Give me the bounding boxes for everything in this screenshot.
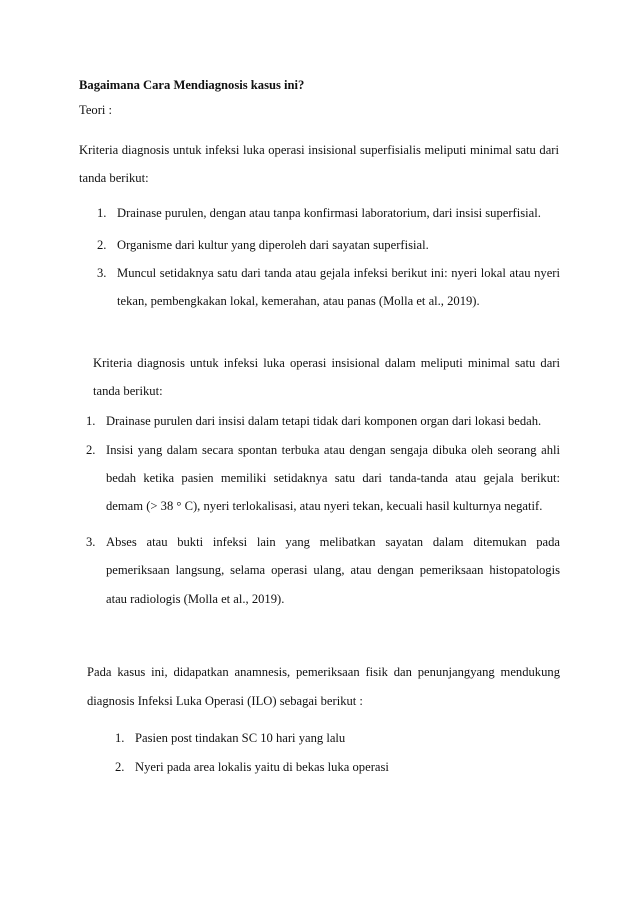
- deep-item-3-number: 3.: [86, 535, 96, 549]
- superficial-item-1-text: Drainase purulen, dengan atau tanpa konfirmasi laboratorium, dari insisi superfisial.: [117, 206, 541, 220]
- deep-item-1-number: 1.: [86, 414, 96, 428]
- deep-item-2-number: 2.: [86, 443, 96, 457]
- deep-item-3-line-3: atau radiologis (Molla et al., 2019).: [106, 592, 285, 606]
- deep-item-2-line-3: demam (> 38 ° C), nyeri terlokalisasi, atau nyeri tekan, kecuali hasil kulturnya negatif.: [106, 499, 543, 513]
- case-intro-line-2: diagnosis Infeksi Luka Operasi (ILO) sebagai berikut :: [87, 694, 363, 708]
- case-item-2-text: Nyeri pada area lokalis yaitu di bekas luka operasi: [135, 760, 389, 774]
- case-item-1-number: 1.: [115, 731, 125, 745]
- deep-item-1-text: Drainase purulen dari insisi dalam tetapi tidak dari komponen organ dari lokasi bedah.: [106, 414, 542, 428]
- deep-intro-line-1: Kriteria diagnosis untuk infeksi luka operasi insisional dalam meliputi minimal satu dari: [93, 356, 560, 370]
- superficial-item-3-line-1: Muncul setidaknya satu dari tanda atau gejala infeksi berikut ini: nyeri lokal atau nyeri: [117, 266, 560, 280]
- deep-item-2-line-1: Insisi yang dalam secara spontan terbuka atau dengan sengaja dibuka oleh seorang ahli: [106, 443, 560, 457]
- superficial-item-2-number: 2.: [97, 238, 107, 252]
- superficial-intro-line-1: Kriteria diagnosis untuk infeksi luka operasi insisional superfisialis meliputi minimal satu dari: [79, 143, 559, 157]
- deep-intro-line-2: tanda berikut:: [93, 384, 163, 398]
- case-item-2-number: 2.: [115, 760, 125, 774]
- deep-item-3-line-1: Abses atau bukti infeksi lain yang melibatkan sayatan dalam ditemukan pada: [106, 535, 560, 549]
- superficial-item-3-line-2: tekan, pembengkakan lokal, kemerahan, atau panas (Molla et al., 2019).: [117, 294, 480, 308]
- case-intro-line-1: Pada kasus ini, didapatkan anamnesis, pemeriksaan fisik dan penunjangyang mendukung: [87, 665, 560, 679]
- superficial-item-2-text: Organisme dari kultur yang diperoleh dari sayatan superfisial.: [117, 238, 429, 252]
- page-title: Bagaimana Cara Mendiagnosis kasus ini?: [79, 78, 305, 92]
- theory-label: Teori :: [79, 103, 113, 117]
- superficial-intro-line-2: tanda berikut:: [79, 171, 149, 185]
- case-item-1-text: Pasien post tindakan SC 10 hari yang lalu: [135, 731, 346, 745]
- deep-item-2-line-2: bedah ketika pasien memiliki setidaknya satu dari tanda-tanda atau gejala berikut:: [106, 471, 560, 485]
- superficial-item-3-number: 3.: [97, 266, 107, 280]
- deep-item-3-line-2: pemeriksaan langsung, selama operasi ulang, atau dengan pemeriksaan histopatologis: [106, 563, 560, 577]
- superficial-item-1-number: 1.: [97, 206, 107, 220]
